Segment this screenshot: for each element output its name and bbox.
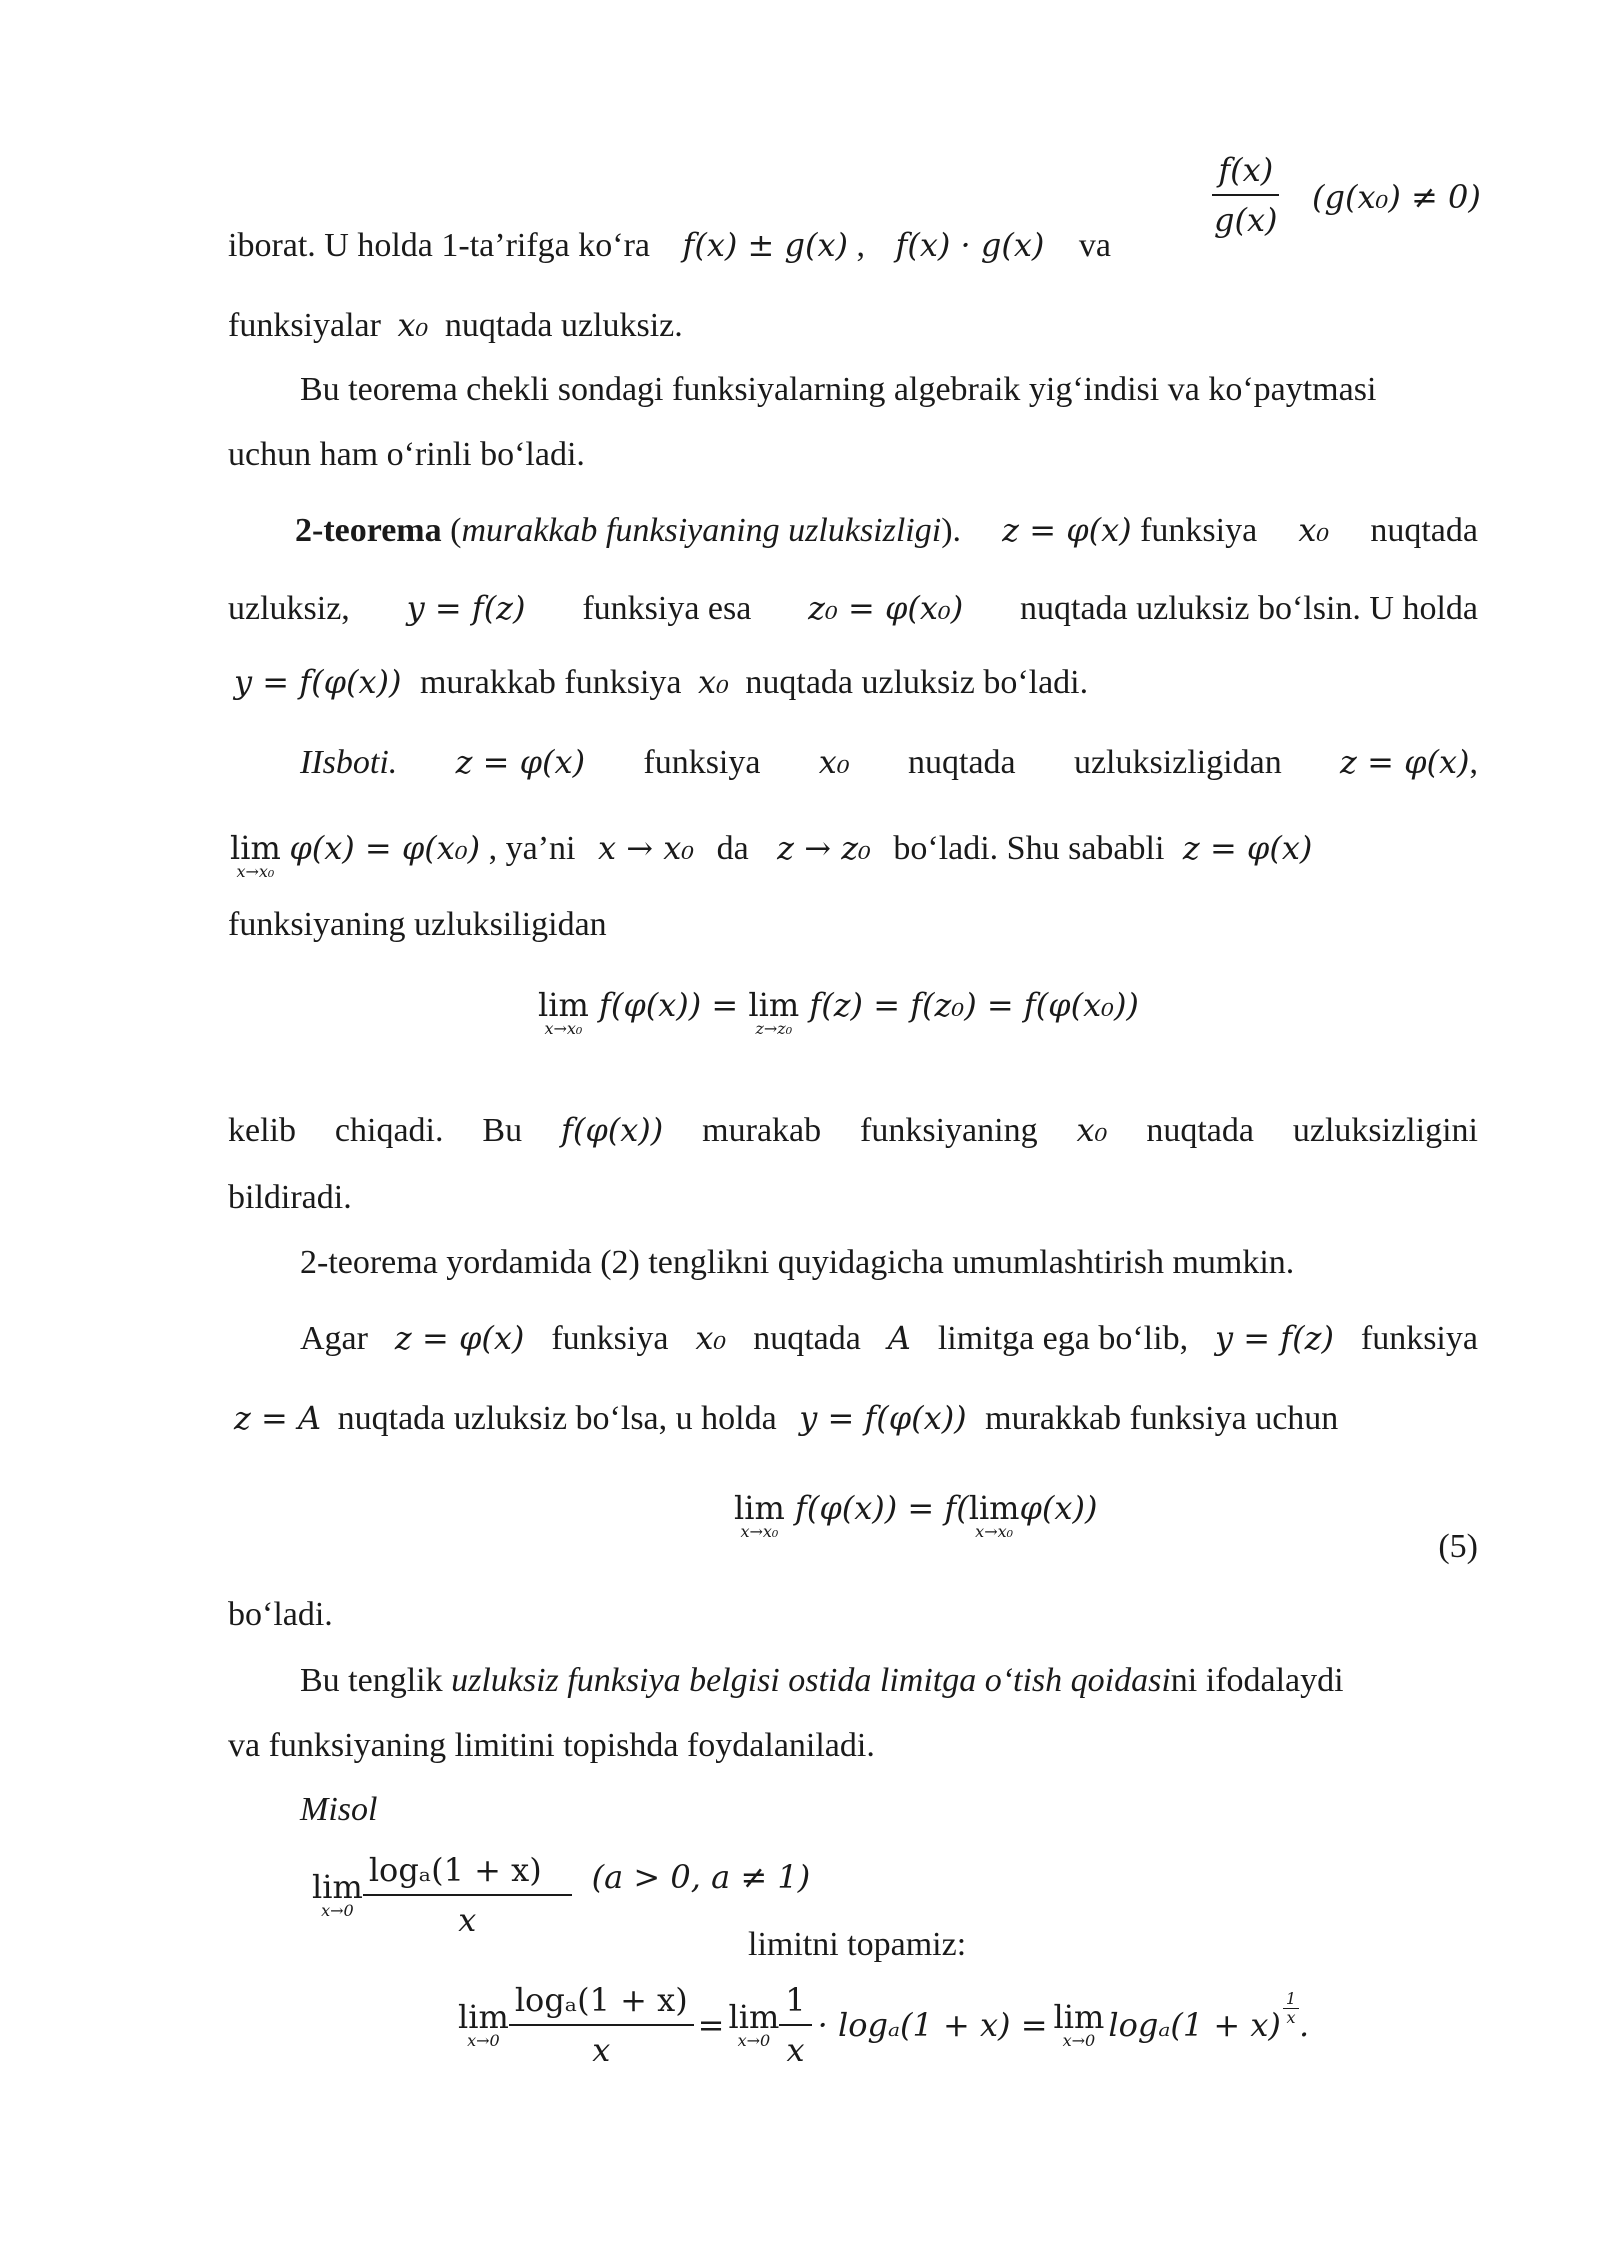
group [1340,742,1478,783]
equation-1 [538,985,1139,1037]
formula: z₀ = φ(x₀) [808,589,964,627]
text: chiqadi. [334,1112,444,1149]
lim-text: lim [1053,1998,1105,2036]
lim-subscript: x→0 [737,2031,771,2050]
paragraph-3-line-1: Bu teorema chekli sondagi funksiyalarning algebraik yig‘indisi va ko‘paytmasi [300,371,1377,408]
paragraph-6-line-1 [300,1318,1478,1359]
point-x0: x₀ [1076,1111,1108,1149]
text: nuqtada uzluksiz bo‘lsa, u holda [337,1400,777,1437]
group [1002,510,1257,551]
text: nuqtada uzluksiz bo‘lsin. U holda [1020,590,1478,627]
lim-subscript: z→z₀ [755,1019,793,1038]
formula: φ(x) = φ(x₀) [289,829,481,867]
text: da [716,830,749,867]
equation-number: (5) [1438,1528,1478,1565]
lim-text: lim [230,829,281,867]
text: funksiyalar [228,307,381,344]
paragraph-4-line-2: bildiradi. [228,1179,352,1216]
text: funksiya [1140,512,1258,549]
paragraph-1-line-2 [228,305,683,346]
paragraph-7: bo‘ladi. [228,1596,333,1633]
text: , ya’ni [488,830,576,867]
period: . [1299,2006,1310,2044]
condition: (a > 0, a ≠ 1) [591,1858,811,1896]
text: nuqtada [1146,1112,1254,1149]
theorem-2-line-2 [228,588,1478,629]
text: funksiyaning [860,1112,1038,1149]
equals: = [697,2006,725,2044]
formula: z = φ(x) [1340,743,1470,781]
proof-line-2 [230,828,1312,880]
lim-text: lim [748,986,800,1024]
lim-subscript: x→x₀ [740,1522,779,1541]
paragraph-6-line-2 [234,1398,1338,1439]
paragraph-8-line-2: va funksiyaning limitini topishda foydalaniladi. [228,1727,875,1764]
text: uzluksizligini [1292,1112,1478,1149]
formula: z = φ(x) [394,1319,525,1357]
formula: f(φ(x)) [561,1111,664,1149]
limit-A: A [887,1319,911,1357]
italic-rule-name: uzluksiz funksiya belgisi ostida limitga o‘tish qoidasi [451,1662,1171,1699]
lim-text: lim [734,1489,785,1527]
text: kelib [228,1112,296,1149]
text: limitga ega bo‘lib, [937,1320,1189,1357]
limit-operator [1053,1998,1105,2050]
point-x0: x₀ [698,663,729,701]
text: murakkab funksiya uchun [985,1400,1339,1437]
text: funksiya [1360,1320,1478,1357]
fraction-denominator: x [458,1901,477,1939]
fraction-denominator: x [786,2031,805,2069]
formula: f(z) = f(z₀) = f(φ(x₀)) [809,986,1139,1024]
text: funksiya [551,1320,669,1357]
text: murakkab funksiya [419,664,682,701]
text: Bu tenglik [300,1662,452,1699]
lim-subscript: x→x₀ [544,1019,583,1038]
fraction-f-over-g [1208,150,1284,240]
exponent-fraction [1283,1990,1299,2027]
theorem-2-line-3 [234,662,1088,703]
theorem-title: 2-teorema [295,512,442,549]
text: uzluksizligidan [1073,744,1282,781]
fraction-numerator: 1 [779,1980,811,2026]
formula: φ(x)) [1019,1489,1098,1527]
lim-subscript: x→x₀ [975,1522,1014,1541]
formula: f(φ(x)) = f( [794,1489,969,1527]
paragraph-3-line-2: uchun ham o‘rinli bo‘ladi. [228,436,585,473]
example-label: Misol [300,1791,378,1828]
formula: y = f(φ(x)) [234,663,402,701]
formula: z = φ(x) [1002,511,1132,549]
formula: z → z₀ [777,829,871,867]
lim-subscript: x→0 [1062,2031,1096,2050]
comma: , [856,227,866,264]
fraction [779,1980,811,2070]
theorem-title-group [295,511,961,551]
lim-text: lim [312,1868,363,1906]
lim-text: lim [458,1998,509,2036]
text: Bu [482,1112,523,1149]
text-va: va [1078,227,1111,264]
theorem-name: murakkab funksiyaning uzluksizligi [461,512,942,549]
fraction-numerator: f(x) [1212,150,1279,196]
lim-text: lim [538,986,589,1024]
paragraph-5: 2-teorema yordamida (2) tenglikni quyidagicha umumlashtirish mumkin. [300,1244,1295,1281]
paragraph-1-line-1 [228,225,1111,266]
limit-operator [748,986,800,1038]
text: funksiya [643,744,761,781]
text: iborat. U holda 1-ta’rifga ko‘ra [228,227,650,264]
formula: x → x₀ [598,829,695,867]
text: uzluksiz, [228,590,350,627]
exponent-denominator: x [1286,2007,1296,2027]
text: nuqtada [908,744,1016,781]
equation-5 [734,1488,1097,1540]
lim-subscript: x→x₀ [236,862,275,881]
text: nuqtada uzluksiz. [444,307,683,344]
formula: z = φ(x) [1182,829,1313,867]
fraction-denominator: x [592,2031,611,2069]
text: ni ifodalaydi [1170,1662,1344,1699]
paragraph-8-line-1 [300,1661,1344,1701]
fraction-numerator: logₐ(1 + x) [509,1980,694,2026]
text: nuqtada [753,1320,861,1357]
formula: y = f(z) [1215,1319,1334,1357]
comma: , [1469,744,1478,781]
lim-text: lim [728,1998,780,2036]
lim-subscript: x→0 [321,1901,354,1920]
proof-line-3: funksiyaning uzluksiligidan [228,906,607,943]
fraction [363,1850,572,1940]
point-x0: x₀ [818,743,850,781]
fraction-numerator: logₐ(1 + x) [363,1850,572,1896]
fraction [509,1980,694,2070]
proof-line-1 [300,742,1478,783]
lim-subscript: x→0 [467,2031,500,2050]
formula-product: f(x) · g(x) [895,226,1045,264]
text: funksiya esa [582,590,752,627]
limit-operator [312,1868,363,1920]
theorem-2-line-1 [295,510,1478,551]
text: nuqtada [1370,512,1478,549]
formula: z = φ(x) [455,743,586,781]
formula: z = A [234,1399,322,1437]
limit-operator [734,1489,785,1541]
text: Agar [300,1320,368,1357]
point-x0: x₀ [1298,511,1330,549]
point-x0: x₀ [397,306,429,344]
point-x0: x₀ [695,1319,727,1357]
lim-text: lim [968,1489,1020,1527]
limit-operator [538,986,589,1038]
formula: f(φ(x)) = [598,986,739,1024]
formula-sum: f(x) ± g(x) [682,226,849,264]
paren: ( [450,512,462,549]
limit-operator [728,1998,780,2050]
text: murakab [702,1112,822,1149]
limit-operator [458,1998,509,2050]
example-expression [312,1850,810,1940]
formula: y = f(φ(x)) [799,1399,967,1437]
nonzero-condition: (g(x₀) ≠ 0) [1312,178,1481,216]
formula: logₐ(1 + x) [1108,2006,1281,2044]
paren: ). [941,512,962,549]
formula: · logₐ(1 + x) = [817,2006,1048,2044]
proof-label: IIsboti. [300,744,398,781]
text: nuqtada uzluksiz bo‘ladi. [745,664,1089,701]
example-text: limitni topamiz: [748,1926,967,1963]
text: bo‘ladi. Shu sababli [893,830,1165,867]
example-solution [458,1980,1309,2070]
formula: y = f(z) [406,589,526,627]
exponent-numerator: 1 [1283,1990,1299,2009]
fraction-denominator: g(x) [1214,201,1278,239]
limit-operator [230,829,281,881]
limit-operator [968,1489,1020,1541]
paragraph-4-line-1 [228,1110,1478,1151]
